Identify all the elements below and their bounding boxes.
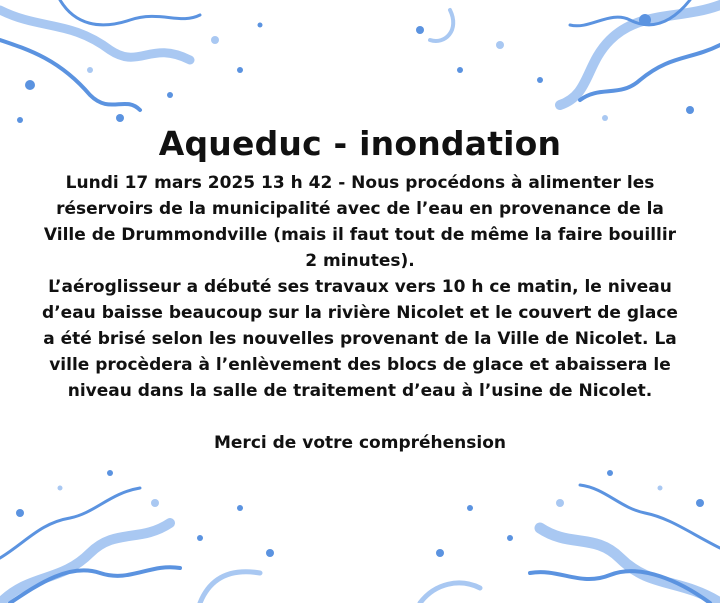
- announcement-title: Aqueduc - inondation: [158, 124, 562, 163]
- water-splash-top-left: [0, 0, 290, 130]
- paragraph-line: Lundi 17 mars 2025 13 h 42 - Nous procédons à alimenter les: [65, 173, 655, 193]
- water-splash-bottom-left: [0, 463, 300, 603]
- paragraph-line: d’eau baisse beaucoup sur la rivière Nicolet et le couvert de glace: [42, 303, 678, 323]
- paragraph-line: niveau dans la salle de traitement d’eau à l’usine de Nicolet.: [67, 381, 653, 401]
- announcement-paragraph-2: [30, 274, 690, 404]
- announcement-paragraph-1: [30, 170, 690, 274]
- water-splash-top-right: [390, 0, 720, 130]
- paragraph-line: ville procèdera à l’enlèvement des blocs de glace et abaissera le: [49, 355, 671, 375]
- paragraph-line: réservoirs de la municipalité avec de l’eau en provenance de la: [56, 199, 664, 219]
- paragraph-line: 2 minutes).: [305, 251, 415, 271]
- announcement: [30, 124, 690, 456]
- paragraph-line: Ville de Drummondville (mais il faut tout de même la faire bouillir: [43, 225, 677, 245]
- paragraph-line: a été brisé selon les nouvelles provenant de la Ville de Nicolet. La: [43, 329, 677, 349]
- water-splash-bottom-right: [380, 463, 720, 603]
- paragraph-line: L’aéroglisseur a débuté ses travaux vers 10 h ce matin, le niveau: [48, 277, 672, 297]
- closing-message: Merci de votre compréhension: [213, 433, 506, 453]
